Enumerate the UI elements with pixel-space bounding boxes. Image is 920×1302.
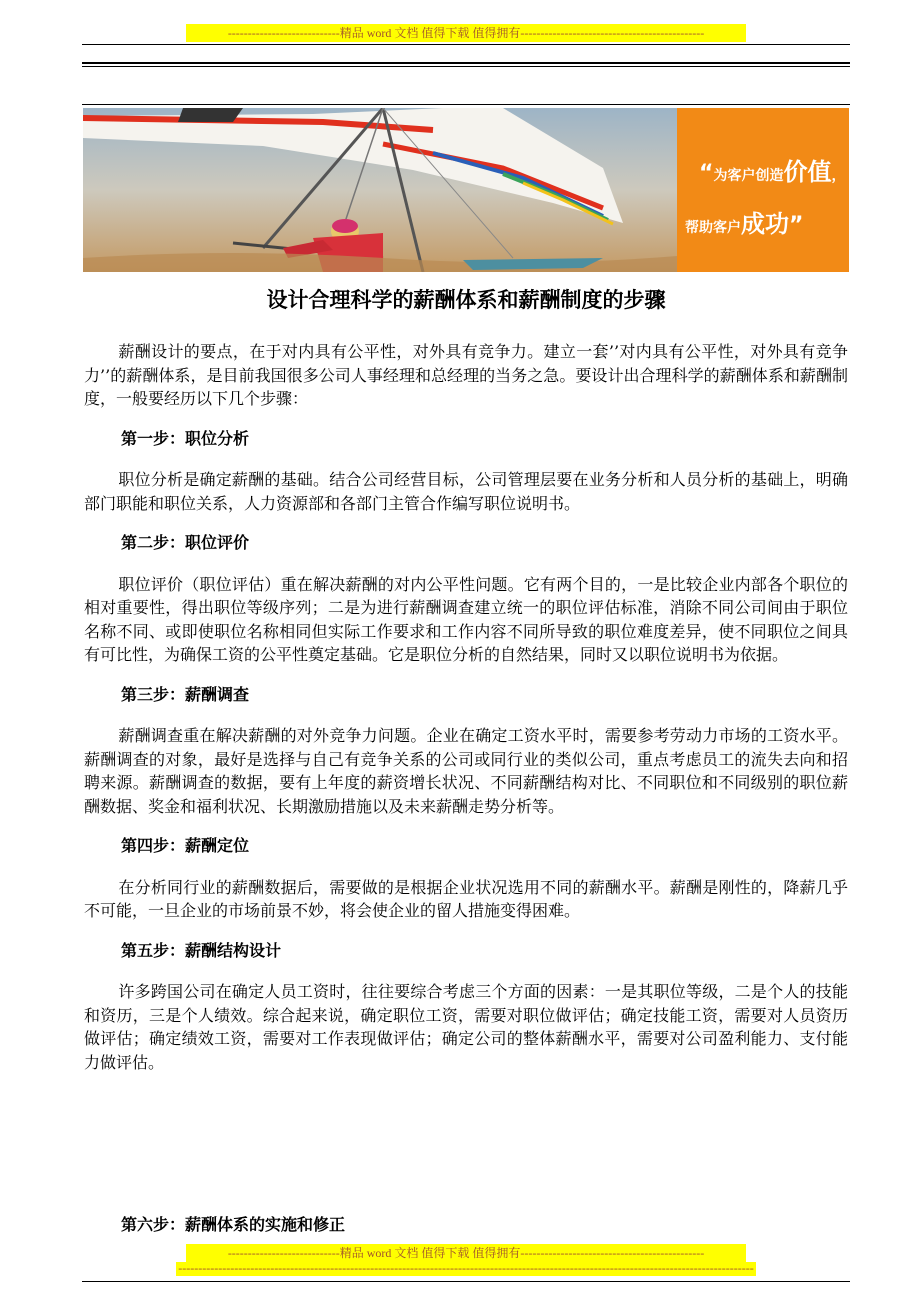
slogan-line-1: “为客户创造价值， (699, 158, 846, 186)
step-1-heading: 第一步：职位分析 (121, 428, 250, 448)
header-banner: ----------------------------精品 word 文档 值得下载 值得拥有---------------------------------------------- (186, 24, 746, 42)
step-4-text: 在分析同行业的薪酬数据后，需要做的是根据企业状况选用不同的薪酬水平。薪酬是刚性的，降薪几乎不可能，一旦企业的市场前景不妙，将会使企业的留人措施变得困难。 (84, 877, 848, 920)
header-rule-thin (82, 44, 850, 45)
step-3-text: 薪酬调查重在解决薪酬的对外竞争力问题。企业在确定工资水平时，需要参考劳动力市场的工资水平。薪酬调查的对象，最好是选择与自己有竞争关系的公司或同行业的类似公司，重点考虑员工的流失去向和招聘来源。薪酬调查的数据，要有上年度的薪资增长状况、不同薪酬结构对比、不同职位和不同级别的职位薪酬数据、奖金和福利状况、长期激励措施以及未来薪酬走势分析等。 (84, 726, 848, 816)
article-title: 设计合理科学的薪酬体系和薪酬制度的步骤 (266, 288, 666, 312)
footer-rule (82, 1281, 850, 1282)
header-rule-double-bottom (82, 66, 850, 67)
step-1-text: 职位分析是确定薪酬的基础。结合公司经营目标，公司管理层要在业务分析和人员分析的基础上，明确部门职能和职位关系，人力资源部和各部门主管合作编写职位说明书。 (84, 470, 848, 513)
article-body (84, 340, 848, 1090)
header-rule-double-top (82, 62, 850, 64)
step-5-heading: 第五步：薪酬结构设计 (121, 940, 282, 960)
step-6-heading: 第六步：薪酬体系的实施和修正 (121, 1215, 346, 1234)
banner-top-rule (82, 104, 850, 105)
step-2-text: 职位评价（职位评估）重在解决薪酬的对内公平性问题。它有两个目的，一是比较企业内部各个职位的相对重要性，得出职位等级序列；二是为进行薪酬调查建立统一的职位评估标准，消除不同公司间由于职位名称不同、或即使职位名称相同但实际工作要求和工作内容不同所导致的职位难度差异，使不同职位之间具有可比性，为确保工资的公平性奠定基础。它是职位分析的自然结果，同时又以职位说明书为依据。 (84, 574, 848, 664)
footer-dash-line: ------------------------------------------------------------------------------------------------------------------------------------------------ (176, 1262, 756, 1276)
hang-glider-photo (83, 108, 677, 272)
step-5-text: 许多跨国公司在确定人员工资时，往往要综合考虑三个方面的因素：一是其职位等级，二是个人的技能和资历，三是个人绩效。综合起来说，确定职位工资，需要对职位做评估；确定技能工资，需要对人员资历做评估；确定绩效工资，需要对工作表现做评估；确定公司的整体薪酬水平，需要对公司盈利能力、支付能力做评估。 (84, 982, 848, 1072)
step-3-heading: 第三步：薪酬调查 (121, 684, 250, 704)
step-4-heading: 第四步：薪酬定位 (121, 836, 250, 855)
slogan-panel (677, 108, 849, 272)
intro-paragraph: 薪酬设计的要点，在于对内具有公平性，对外具有竞争力。建立一套’’对内具有公平性，对外具有竞争力’’的薪酬体系，是目前我国很多公司人事经理和总经理的当务之急。要设计出合理科学的薪酬体系和薪酬制度，一般要经历以下几个步骤： (84, 342, 848, 408)
step-2-heading: 第二步：职位评价 (121, 533, 250, 552)
hero-banner (83, 108, 849, 272)
footer-banner: ----------------------------精品 word 文档 值得下载 值得拥有---------------------------------------------- (186, 1244, 746, 1262)
slogan-line-2: 帮助客户成功” (685, 210, 804, 238)
